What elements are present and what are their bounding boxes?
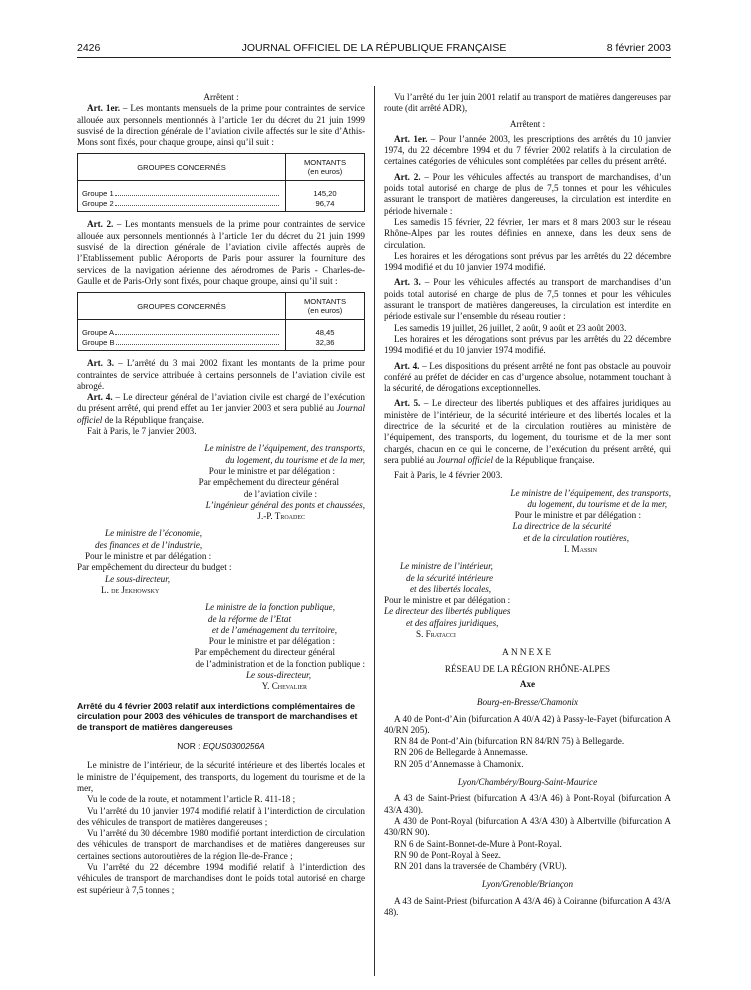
table-cell-value: 145,20 bbox=[313, 189, 337, 199]
section-title: Lyon/Chambéry/Bourg-Saint-Maurice bbox=[457, 777, 598, 788]
table-body-row bbox=[78, 181, 365, 212]
article-4: Art. 4. – Les dispositions du présent arrêté ne font pas obstacle au pouvoir conféré au préfet de décider en cas d’urgence absolue, notamment touchant à la sécurité, de dérogations exceptionnelles. bbox=[384, 360, 671, 394]
table-labels-cell bbox=[78, 320, 286, 351]
header-rule bbox=[77, 57, 671, 58]
table-cell-value: 96,74 bbox=[315, 199, 335, 209]
article-label: Art. 3. bbox=[394, 277, 421, 288]
article-2-horaires: Les horaires et les dérogations sont prévus par les arrêtés du 22 décembre 1994 modifié et du 10 janvier 1974 modifié. bbox=[384, 250, 671, 273]
table-body-row bbox=[78, 320, 365, 351]
table-row: Groupe A bbox=[82, 328, 281, 338]
list-item: RN 206 de Bellegarde à Annemasse. bbox=[394, 747, 528, 758]
signatory-name: Y. Chevalier bbox=[261, 681, 307, 692]
table-header-amounts: MONTANTS (en euros) bbox=[286, 293, 365, 320]
article-2: Art. 2. – Pour les véhicules affectés au transport de marchandises, d’un poids total autorisé en charge de plus de 7,5 tonnes et pour les véhicules assurant le transport de matières dangereuses, la circulation est interdite en période hivernale : bbox=[384, 171, 671, 216]
nor-reference: NOR : EQUS0300256A bbox=[177, 741, 265, 752]
list-item: RN 201 dans la traversée de Chambéry (VRU). bbox=[394, 861, 567, 872]
article-1: Art. 1er. – Les montants mensuels de la prime pour contraintes de service allouée aux personnels mentionnés à l’article 1er du décret du 21 juin 1999 susvisé de la direction générale de l’aviation civile affectés sur le site d’Athis-Mons sont fixés, pour chaque groupe, ainsi qu’il suit : bbox=[77, 103, 365, 148]
journal-officiel-ref: Journal officiel bbox=[77, 403, 365, 425]
list-item: A 430 de Pont-Royal (bifurcation A 43/A 430) à Albertville (bifurcation A 430/RN 90). bbox=[384, 815, 671, 838]
axe-heading: Axe bbox=[519, 678, 536, 689]
list-item: RN 84 de Pont-d’Ain (bifurcation RN 84/RN 75) à Bellegarde. bbox=[394, 736, 625, 747]
table-header-row bbox=[78, 293, 365, 320]
table-header-row bbox=[78, 154, 365, 181]
visa-paragraph: Vu l’arrêté du 30 décembre 1980 modifié portant interdiction de circulation des véhicules de transport de marchandises et de matières dangereuses sur certaines sections autoroutières de la région Ile-de-France ; bbox=[77, 828, 365, 861]
visa-paragraph: Vu le code de la route, et notamment l’article R. 411-18 ; bbox=[87, 794, 296, 805]
signatory-name: J.-P. Troadec bbox=[257, 511, 305, 522]
article-label: Art. 2. bbox=[87, 219, 114, 230]
article-2: Art. 2. – Les montants mensuels de la prime pour contraintes de service allouée aux personnels mentionnés à l’article 1er du décret du 21 juin 1999 susvisé de la direction générale de l’aviation civile affectés auprès de l’Etablissement public Aéroports de Paris pour assurer la fourniture des services de la navigation aérienne des aérodromes de Paris - Charles-de-Gaulle et de Paris-Orly sont fixés, pour chaque groupe, ainsi qu’il suit : bbox=[77, 219, 365, 286]
article-3-horaires: Les horaires et les dérogations sont prévus par les arrêtés du 22 décembre 1994 modifié et du 10 janvier 1974 modifié. bbox=[384, 333, 671, 356]
visa-paragraph: Vu l’arrêté du 10 janvier 1974 modifié relatif à l’interdiction de circulation des véhicules de transport de matières dangereuses ; bbox=[77, 805, 365, 827]
list-item: RN 90 de Pont-Royal à Seez. bbox=[394, 849, 501, 860]
visa-paragraph: Vu l’arrêté du 22 décembre 1994 modifié relatif à l’interdiction des véhicules de transport de marchandises dont le poids total autorisé en charge est supérieur à 7,5 tonnes ; bbox=[77, 862, 365, 895]
article-2-dates: Les samedis 15 février, 22 février, 1er mars et 8 mars 2003 sur le réseau Rhône-Alpes par les routes définies en annexe, dans les deux sens de circulation. bbox=[384, 216, 671, 250]
list-item: A 43 de Saint-Priest (bifurcation A 43/A 46) à Coiranne (bifurcation A 43/A 48). bbox=[384, 895, 671, 917]
issue-date: 8 février 2003 bbox=[606, 42, 671, 54]
table-header-amounts: MONTANTS (en euros) bbox=[286, 154, 365, 181]
signature-block-equipement: Le ministre de l’équipement, des transports, du logement, du tourisme et de la mer, Pour le ministre et par délégation : La directrice de la sécurité et de la circulation routières, I. Massin bbox=[384, 488, 671, 556]
column-divider bbox=[374, 86, 375, 976]
right-column bbox=[384, 92, 671, 918]
article-4: Art. 4. – Le directeur général de l’aviation civile est chargé de l’exécution du présent arrêté, qui prend effet au 1er janvier 2003 et sera publié au Journal officiel de la République française. bbox=[77, 392, 365, 425]
visa-paragraph: Le ministre de l’intérieur, de la sécurité intérieure et des libertés locales et le ministre de l’équipement, des transports, du logement du tourisme et de la mer, bbox=[77, 760, 365, 793]
article-label: Art. 5. bbox=[394, 398, 421, 409]
fait-a-paris: Fait à Paris, le 7 janvier 2003. bbox=[87, 426, 197, 437]
signatory-name: L. de Jekhowsky bbox=[101, 584, 160, 595]
section-title: Bourg-en-Bresse/Chamonix bbox=[476, 697, 579, 708]
table-values-cell bbox=[286, 181, 365, 212]
section-title: Lyon/Grenoble/Briançon bbox=[481, 879, 574, 890]
amounts-table-2 bbox=[77, 292, 365, 351]
fait-a-paris: Fait à Paris, le 4 février 2003. bbox=[394, 470, 503, 481]
table-cell-value: 32,36 bbox=[315, 338, 335, 348]
article-label: Art. 4. bbox=[87, 392, 113, 403]
list-item: RN 6 de Saint-Bonnet-de-Mure à Pont-Royal. bbox=[394, 838, 562, 849]
reseau-heading: RÉSEAU DE LA RÉGION RHÔNE-ALPES bbox=[444, 663, 611, 674]
page-header bbox=[77, 42, 671, 56]
journal-title: JOURNAL OFFICIEL DE LA RÉPUBLIQUE FRANÇAISE bbox=[241, 42, 507, 54]
amounts-table-1 bbox=[77, 153, 365, 212]
table-labels-cell bbox=[78, 181, 286, 212]
table-values-cell bbox=[286, 320, 365, 351]
visa-paragraph: Vu l’arrêté du 1er juin 2001 relatif au transport de matières dangereuses par route (dit arrêté ADR), bbox=[384, 92, 671, 114]
signature-block-equipement: Le ministre de l’équipement, des transports, du logement, du tourisme et de la mer, Pour le ministre et par délégation : Par empêchement du directeur général de l’aviation civile : L’ingénieur général des ponts et chaussées, J.-P. Troadec bbox=[77, 443, 365, 522]
signature-block-economie: Le ministre de l’économie, des finances et de l’industrie, Pour le ministre et par délégation : Par empêchement du directeur du budget : Le sous-directeur, L. de Jekhowsky bbox=[77, 528, 365, 596]
signature-block-fonction-publique: Le ministre de la fonction publique, de la réforme de l’Etat et de l’aménagement du territoire, Pour le ministre et par délégation : Par empêchement du directeur général de l’administration et de la fonction publique : Le sous-directeur, Y. Chevalier bbox=[77, 602, 365, 692]
article-label: Art. 3. bbox=[87, 358, 114, 369]
article-label: Art. 2. bbox=[394, 171, 421, 182]
annexe-heading: ANNEXE bbox=[501, 648, 554, 659]
list-item: RN 205 d’Annemasse à Chamonix. bbox=[394, 758, 524, 769]
arrete-title: Arrêté du 4 février 2003 relatif aux interdictions complémentaires de circulation pour 2003 des véhicules de transport de marchandises et de transport de matières dangereuses bbox=[77, 700, 358, 732]
article-label: Art. 4. bbox=[394, 360, 420, 371]
table-header-groups: GROUPES CONCERNÉS bbox=[78, 293, 286, 320]
article-3-dates: Les samedis 19 juillet, 26 juillet, 2 août, 9 août et 23 août 2003. bbox=[394, 322, 627, 333]
article-1: Art. 1er. – Pour l’année 2003, les prescriptions des arrêtés du 10 janvier 1974, du 22 décembre 1994 et du 7 février 2002 relatifs à la circulation de certaines catégories de véhicules sont complétées par celles du présent arrêté. bbox=[384, 133, 671, 167]
signatory-name: S. Fratacci bbox=[416, 629, 456, 640]
table-row: Groupe B bbox=[82, 338, 281, 348]
list-item: A 43 de Saint-Priest (bifurcation A 43/A 46) à Pont-Royal (bifurcation A 43/A 430). bbox=[384, 793, 671, 815]
left-column bbox=[77, 92, 365, 896]
table-header-groups: GROUPES CONCERNÉS bbox=[78, 154, 286, 181]
table-row: Groupe 2 bbox=[82, 199, 281, 209]
article-label: Art. 1er. bbox=[394, 133, 428, 144]
article-3: Art. 3. – L’arrêté du 3 mai 2002 fixant les montants de la prime pour contraintes de service attribuée à certains personnels de l’aviation civile est abrogé. bbox=[77, 358, 365, 391]
article-label: Art. 1er. bbox=[87, 103, 120, 114]
list-item: A 40 de Pont-d’Ain (bifurcation A 40/A 42) à Passy-le-Fayet (bifurcation A 40/RN 205). bbox=[384, 713, 671, 735]
table-row: Groupe 1 bbox=[82, 189, 281, 199]
signatory-name: I. Massin bbox=[563, 543, 597, 554]
arretent-heading: Arrêtent : bbox=[203, 92, 239, 102]
arretent-heading: Arrêtent : bbox=[509, 118, 546, 129]
journal-officiel-ref: Journal officiel bbox=[436, 454, 493, 465]
table-cell-value: 48,45 bbox=[315, 328, 335, 338]
article-5: Art. 5. – Le directeur des libertés publiques et des affaires juridiques au ministère de l’intérieur, de la sécurité intérieure et des libertés locales et la directrice de la sécurité et de la circulation routières au ministère de l’équipement, des transports, du logement, du tourisme et de la mer sont chargés, chacun en ce qui le concerne, de l’exécution du présent arrêté, qui sera publié au Journal officiel de la République française. bbox=[384, 398, 671, 465]
page-number: 2426 bbox=[77, 42, 101, 54]
article-3: Art. 3. – Pour les véhicules affectés au transport de marchandises d’un poids total autorisé en charge de plus de 7,5 tonnes et pour les véhicules assurant le transport de matières dangereuses, la circulation est interdite en période estivale sur l’ensemble du réseau routier : bbox=[384, 277, 671, 322]
signature-block-interieur: Le ministre de l’intérieur, de la sécurité intérieure et des libertés locales, Pour le ministre et par délégation : Le directeur des libertés publiques et des affaires juridiques, S. Fratacci bbox=[384, 561, 671, 640]
